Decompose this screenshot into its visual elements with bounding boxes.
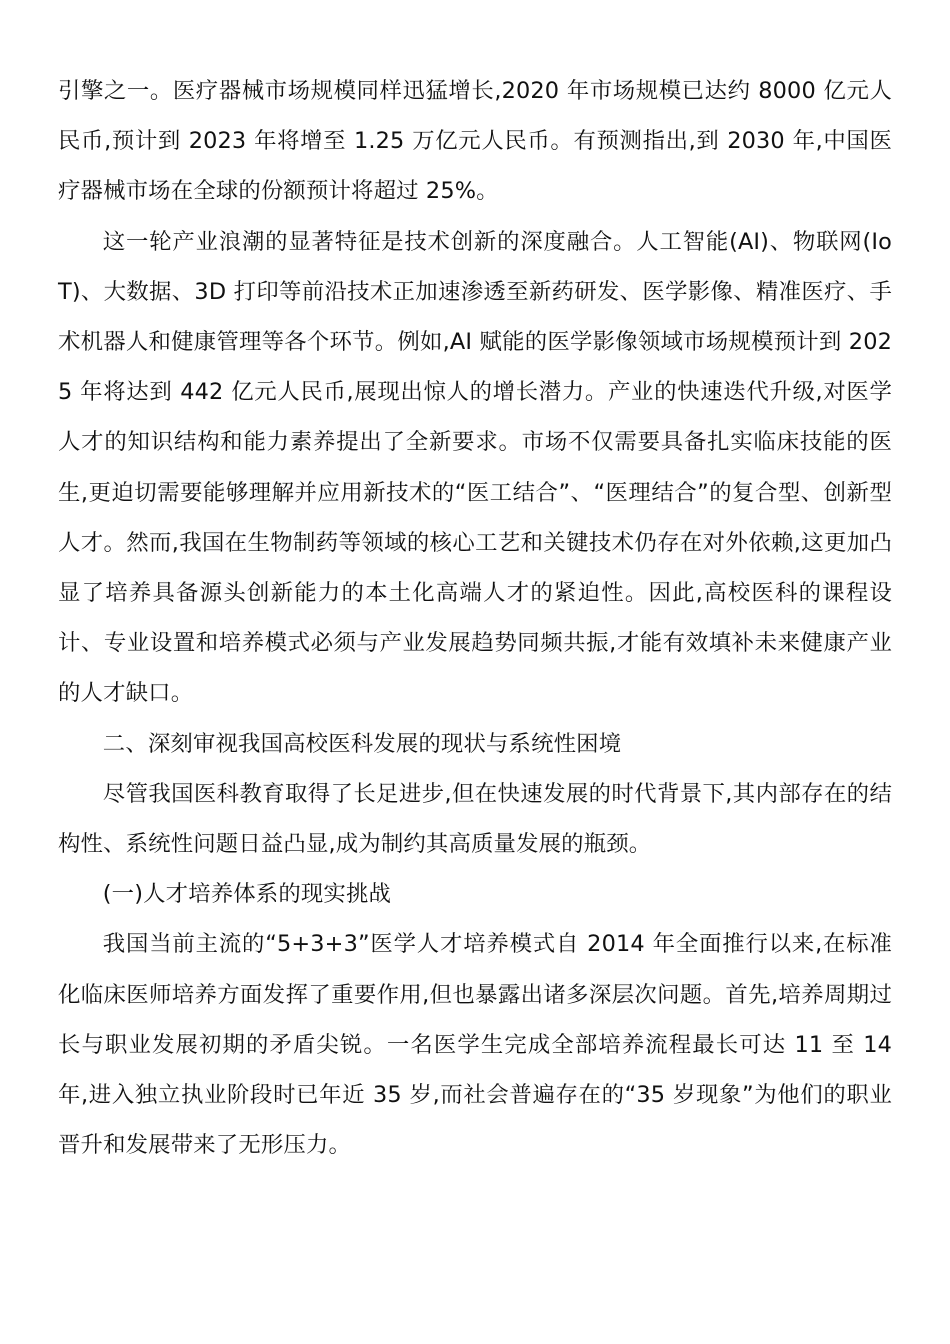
paragraph-training-model: 我国当前主流的“5+3+3”医学人才培养模式自 2014 年全面推行以来,在标准化临床医师培养方面发挥了重要作用,但也暴露出诸多深层次问题。首先,培养周期过长与职业发展初期的矛盾尖锐。一名医学生完成全部培养流程最长可达 11 至 14 年,进入独立执业阶段时已年近 35 岁,而社会普遍存在的“35 岁现象”为他们的职业晋升和发展带来了无形压力。 xyxy=(58,931,892,1159)
section-heading-current-status: 二、深刻审视我国高校医科发展的现状与系统性困境 xyxy=(102,730,622,757)
paragraph-technology-integration: 这一轮产业浪潮的显著特征是技术创新的深度融合。人工智能(AI)、物联网(IoT)、大数据、3D 打印等前沿技术正加速渗透至新药研发、医学影像、精准医疗、手术机器人和健康管理等各个环节。例如,AI 赋能的医学影像领域市场规模预计到 2025 年将达到 442 亿元人民币,展现出惊人的增长潜力。产业的快速迭代升级,对医学人才的知识结构和能力素养提出了全新要求。市场不仅需要具备扎实临床技能的医生,更迫切需要能够理解并应用新技术的“医工结合”、“医理结合”的复合型、创新型人才。然而,我国在生物制药等领域的核心工艺和关键技术仍存在对外依赖,这更加凸显了培养具备源头创新能力的本土化高端人才的紧迫性。因此,高校医科的课程设计、专业设置和培养模式必须与产业发展趋势同频共振,才能有效填补未来健康产业的人才缺口。 xyxy=(58,228,892,707)
paragraph-structural-problems: 尽管我国医科教育取得了长足进步,但在快速发展的时代背景下,其内部存在的结构性、系统性问题日益凸显,成为制约其高质量发展的瓶颈。 xyxy=(58,780,892,858)
document-body xyxy=(58,66,892,1170)
paragraph-medical-device-market: 引擎之一。医疗器械市场规模同样迅猛增长,2020 年市场规模已达约 8000 亿元人民币,预计到 2023 年将增至 1.25 万亿元人民币。有预测指出,到 2030 年,中国医疗器械市场在全球的份额预计将超过 25%。 xyxy=(58,78,892,205)
subsection-heading-talent-training: (一)人才培养体系的现实挑战 xyxy=(102,881,392,908)
